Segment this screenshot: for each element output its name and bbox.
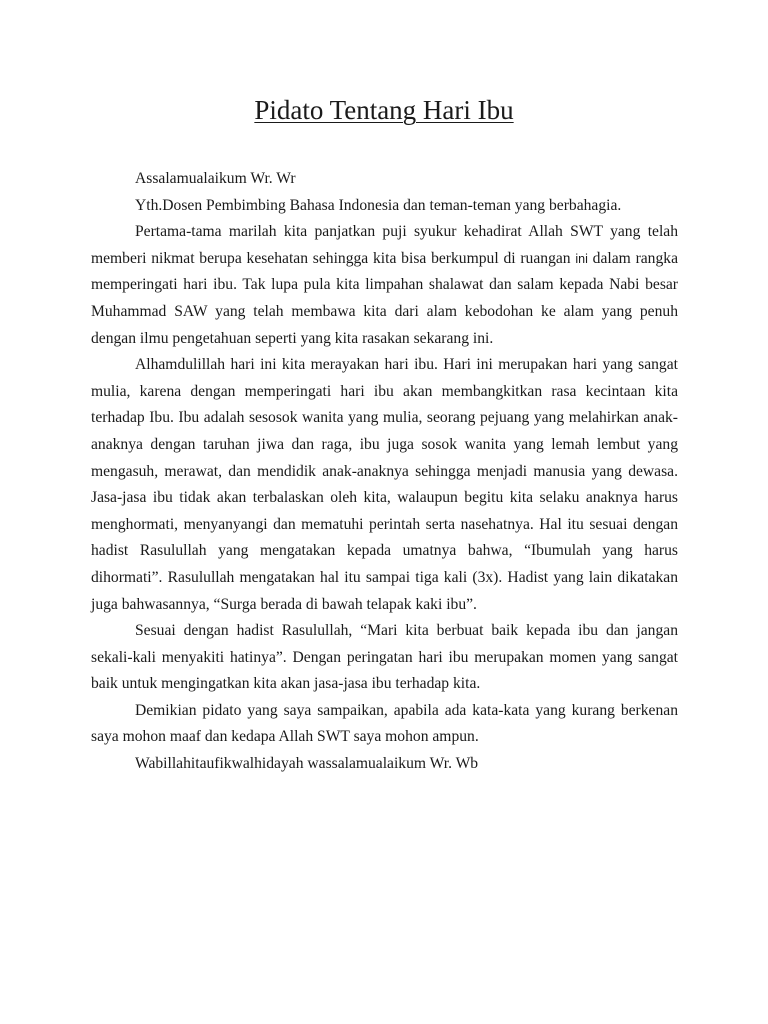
greeting-paragraph: Assalamualaikum Wr. Wr: [135, 170, 296, 187]
opening-paragraph-word-ini: ini: [575, 251, 588, 266]
document-title: [0, 92, 768, 128]
mothers-day-paragraph: Alhamdulillah hari ini kita merayakan hari ibu. Hari ini merupakan hari yang sangat mulia, karena dengan memperingati hari ibu akan membangkitkan rasa kecintaan kita terhadap Ibu. Ibu adalah sesosok wanita yang mulia, seorang pejuang yang melahirkan anak-anaknya dengan taruhan jiwa dan raga, ibu juga sosok wanita yang lemah lembut yang mengasuh, merawat, dan mendidik anak-anaknya sehingga menjadi manusia yang dewasa. Jasa-jasa ibu tidak akan terbalaskan oleh kita, walaupun begitu kita selaku anaknya harus menghormati, menyanyangi dan mematuhi perintah serta nasehatnya. Hal itu sesuai dengan hadist Rasulullah yang mengatakan kepada umatnya bahwa, “Ibumulah yang harus dihormati”. Rasulullah mengatakan hal itu sampai tiga kali (3x). Hadist yang lain dikatakan juga bahwasannya, “Surga berada di bawah telapak kaki ibu”.: [91, 356, 678, 613]
document-body: [91, 166, 678, 778]
opening-paragraph: [91, 219, 678, 352]
document-title-text: Pidato Tentang Hari Ibu: [254, 95, 514, 125]
opening-paragraph-text-start: Pertama-tama marilah kita panjatkan puji syukur kehadirat Allah SWT yang telah memberi nikmat berupa kesehatan sehingga kita bisa berkumpul di ruangan: [91, 223, 678, 267]
opening-paragraph-text-end: dalam rangka memperingati hari ibu. Tak lupa pula kita limpahan shalawat dan salam kepada Nabi besar Muhammad SAW yang telah membawa kita dari alam kebodohan ke alam yang penuh dengan ilmu pengetahuan seperti yang kita rasakan sekarang ini.: [91, 249, 678, 347]
hadith-paragraph: Sesuai dengan hadist Rasulullah, “Mari kita berbuat baik kepada ibu dan jangan sekali-kali menyakiti hatinya”. Dengan peringatan hari ibu merupakan momen yang sangat baik untuk mengingatkan kita akan jasa-jasa ibu terhadap kita.: [91, 622, 678, 693]
closing-apology-paragraph: Demikian pidato yang saya sampaikan, apabila ada kata-kata yang kurang berkenan saya mohon maaf dan kedapa Allah SWT saya mohon ampun.: [91, 701, 678, 746]
addressee-paragraph: Yth.Dosen Pembimbing Bahasa Indonesia dan teman-teman yang berbahagia.: [135, 196, 622, 214]
closing-greeting-paragraph: Wabillahitaufikwalhidayah wassalamualaikum Wr. Wb: [135, 755, 479, 773]
